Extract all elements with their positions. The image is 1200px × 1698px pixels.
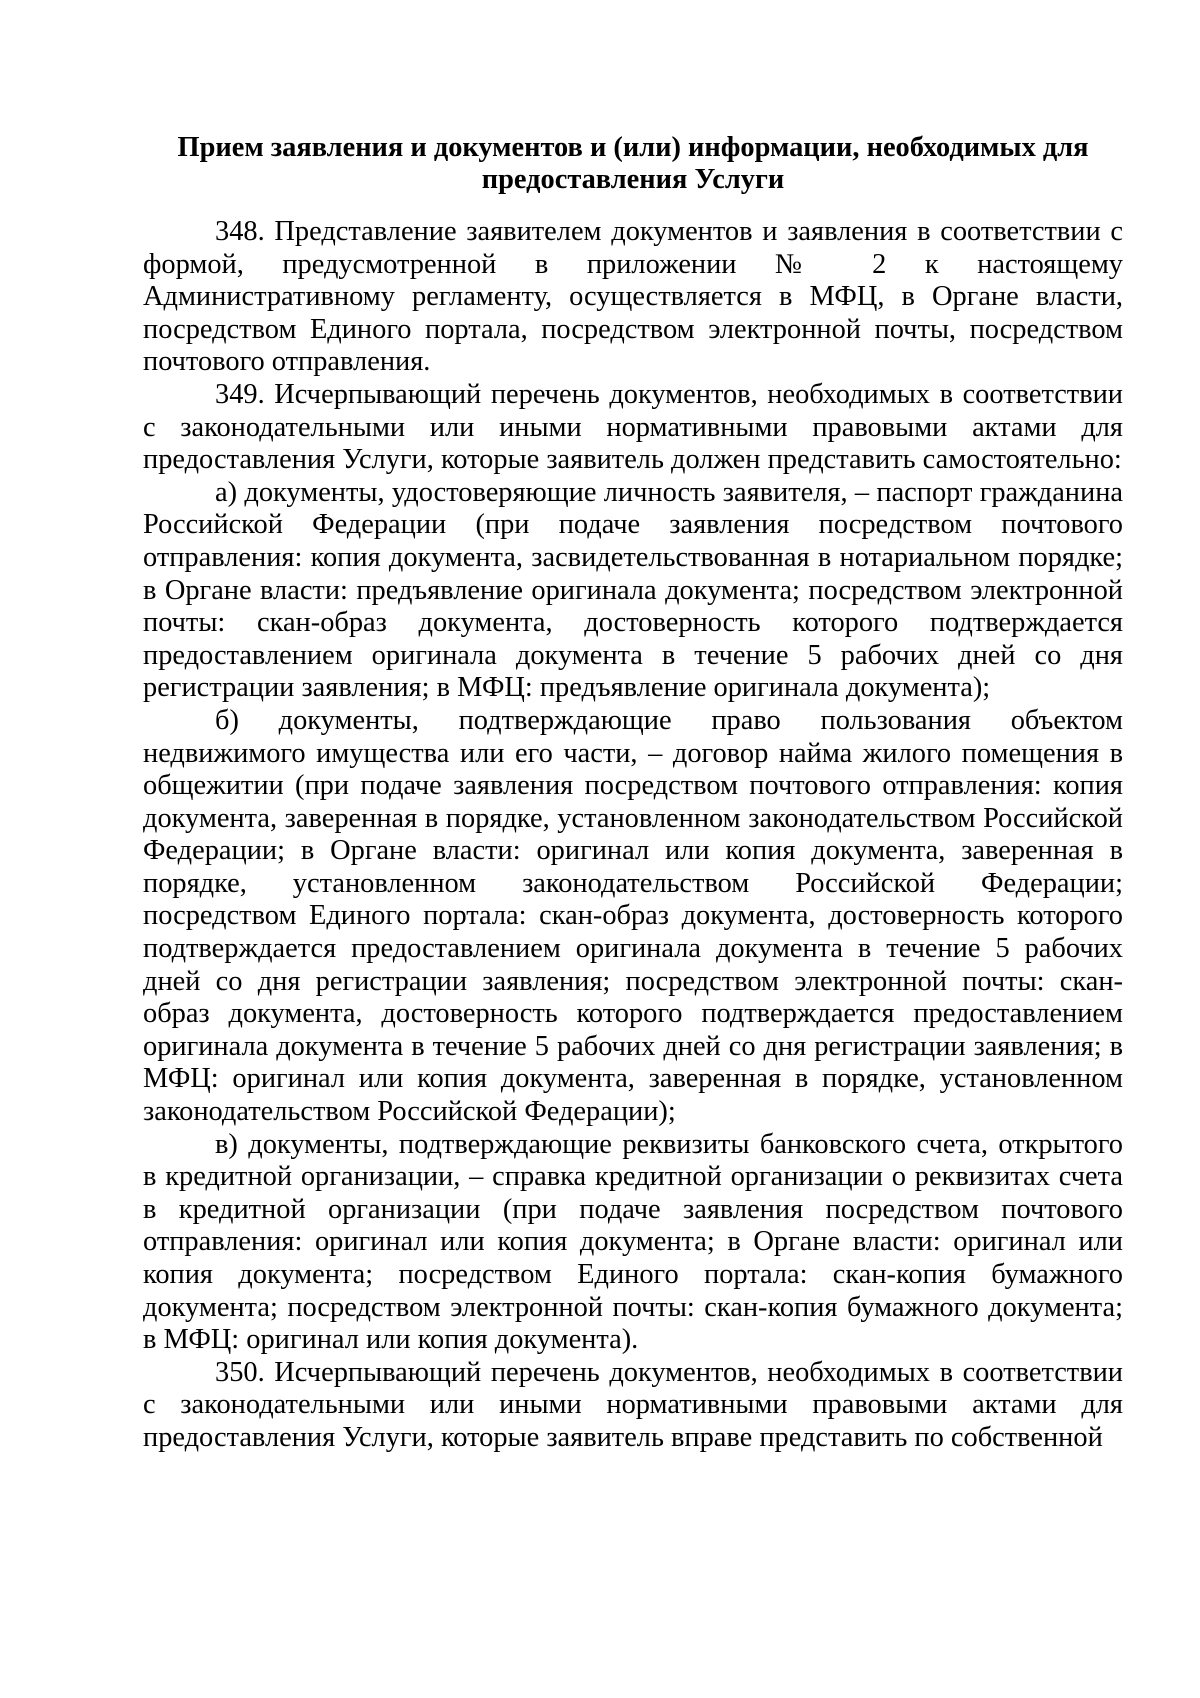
paragraph-348: 348. Представление заявителем документов и заявления в соответствии с формой, предусмотренной в приложении № 2 к настоящему Административному регламенту, осуществляется в МФЦ, в Органе власти, посредством Единого портала, посредством электронной почты, посредством почтового отправления.: [143, 216, 1123, 378]
heading-line-2: предоставления Услуги: [481, 164, 785, 195]
section-heading: [143, 132, 1123, 196]
paragraph-349-item-b: б) документы, подтверждающие право пользования объектом недвижимого имущества или его части, – договор найма жилого помещения в общежитии (при подаче заявления посредством почтового отправления: копия документа, заверенная в порядке, установленном законодательством Российской Федерации; в Органе власти: оригинал или копия документа, заверенная в порядке, установленном законодательством Российской Федерации; посредством Единого портала: скан-образ документа, достоверность которого подтверждается предоставлением оригинала документа в течение 5 рабочих дней со дня регистрации заявления; посредством электронной почты: скан-образ документа, достоверность которого подтверждается предоставлением оригинала документа в течение 5 рабочих дней со дня регистрации заявления; в МФЦ: оригинал или копия документа, заверенная в порядке, установленном законодательством Российской Федерации);: [143, 704, 1123, 1128]
document-page: [143, 132, 1123, 1455]
paragraph-349: 349. Исчерпывающий перечень документов, необходимых в соответствии с законодательными или иными нормативными правовыми актами для предоставления Услуги, которые заявитель должен представить самостоятельно:: [143, 378, 1123, 476]
heading-line-1: Прием заявления и документов и (или) информации, необходимых для: [177, 132, 1089, 163]
paragraph-349-item-v: в) документы, подтверждающие реквизиты банковского счета, открытого в кредитной организации, – справка кредитной организации о реквизитах счета в кредитной организации (при подаче заявления посредством почтового отправления: оригинал или копия документа; в Органе власти: оригинал или копия документа; посредством Единого портала: скан-копия бумажного документа; посредством электронной почты: скан-копия бумажного документа; в МФЦ: оригинал или копия документа).: [143, 1128, 1123, 1356]
paragraph-350: 350. Исчерпывающий перечень документов, необходимых в соответствии с законодательными или иными нормативными правовыми актами для предоставления Услуги, которые заявитель вправе представить по собственной: [143, 1356, 1123, 1453]
paragraph-349-item-a: а) документы, удостоверяющие личность заявителя, – паспорт гражданина Российской Федерации (при подаче заявления посредством почтового отправления: копия документа, засвидетельствованная в нотариальном порядке; в Органе власти: предъявление оригинала документа; посредством электронной почты: скан-образ документа, достоверность которого подтверждается предоставлением оригинала документа в течение 5 рабочих дней со дня регистрации заявления; в МФЦ: предъявление оригинала документа);: [143, 476, 1123, 704]
